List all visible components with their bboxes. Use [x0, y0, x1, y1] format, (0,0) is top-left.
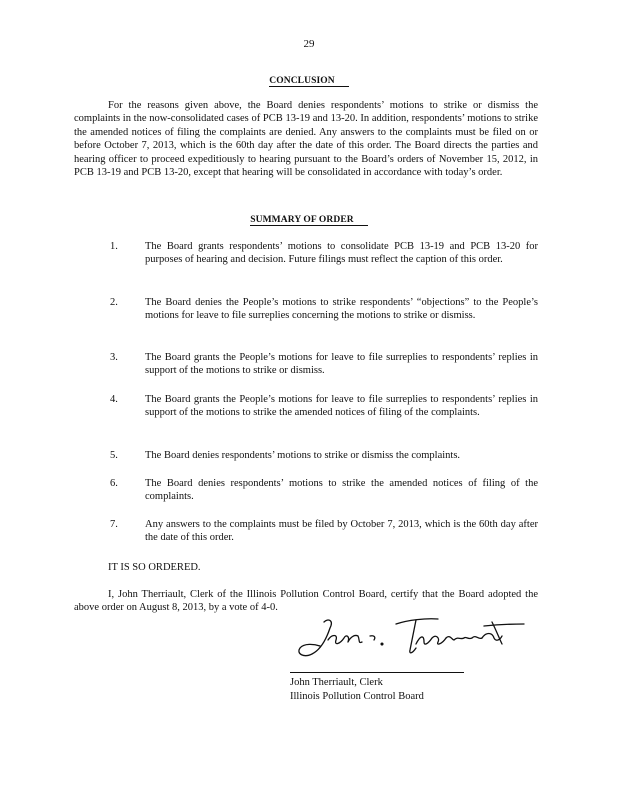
signature-image	[288, 610, 528, 666]
page-number: 29	[303, 38, 315, 50]
clerk-certification: I, John Therriault, Clerk of the Illinois Pollution Control Board, certify that the Board adopted the above order on August 8, 2013, by a vote of 4-0.	[74, 589, 538, 614]
item-number: 6.	[110, 478, 118, 489]
summary-heading	[0, 214, 618, 227]
item-number: 1.	[110, 241, 118, 252]
conclusion-heading	[0, 75, 618, 88]
item-number: 7.	[110, 519, 118, 530]
signature-line	[290, 672, 464, 673]
item-text: The Board denies respondents’ motions to strike the amended notices of filing of the complaints.	[145, 478, 538, 503]
conclusion-paragraph: For the reasons given above, the Board denies respondents’ motions to strike or dismiss the complaints in the now-consolidated cases of PCB 13-19 and 13-20. In addition, respondents’ motions to strike the amended notices of filing the complaints are denied. Any answers to the complaints must be filed on or before October 7, 2013, which is the 60th day after the date of this order. The Board directs the parties and hearing officer to proceed expeditiously to hearing pursuant to the Board’s orders of November 15, 2012, in PCB 13-19 and PCB 13-20, except that hearing will be consolidated in accordance with today’s order.	[74, 100, 538, 179]
conclusion-heading-text: CONCLUSION	[269, 76, 348, 87]
item-text: The Board grants respondents’ motions to consolidate PCB 13-19 and PCB 13-20 for purposes of hearing and decision. Future filings must reflect the caption of this order.	[145, 241, 538, 266]
item-text: Any answers to the complaints must be filed by October 7, 2013, which is the 60th day after the date of this order.	[145, 519, 538, 544]
clerk-name: John Therriault, Clerk	[290, 677, 383, 688]
so-ordered: IT IS SO ORDERED.	[108, 562, 201, 573]
item-number: 4.	[110, 394, 118, 405]
item-number: 3.	[110, 352, 118, 363]
handwritten-signature	[288, 610, 528, 670]
item-number: 5.	[110, 450, 118, 461]
item-number: 2.	[110, 297, 118, 308]
clerk-organization: Illinois Pollution Control Board	[290, 691, 424, 702]
item-text: The Board denies the People’s motions to strike respondents’ “objections” to the People’s motions for leave to file surreplies concerning the motions to strike or dismiss.	[145, 297, 538, 322]
item-text: The Board grants the People’s motions for leave to file surreplies to respondents’ replies in support of the motions to strike the amended notices of filing of the complaints.	[145, 394, 538, 419]
summary-heading-text: SUMMARY OF ORDER	[250, 215, 367, 226]
item-text: The Board grants the People’s motions for leave to file surreplies to respondents’ replies in support of the motions to strike or dismiss.	[145, 352, 538, 377]
item-text: The Board denies respondents’ motions to strike or dismiss the complaints.	[145, 450, 461, 461]
